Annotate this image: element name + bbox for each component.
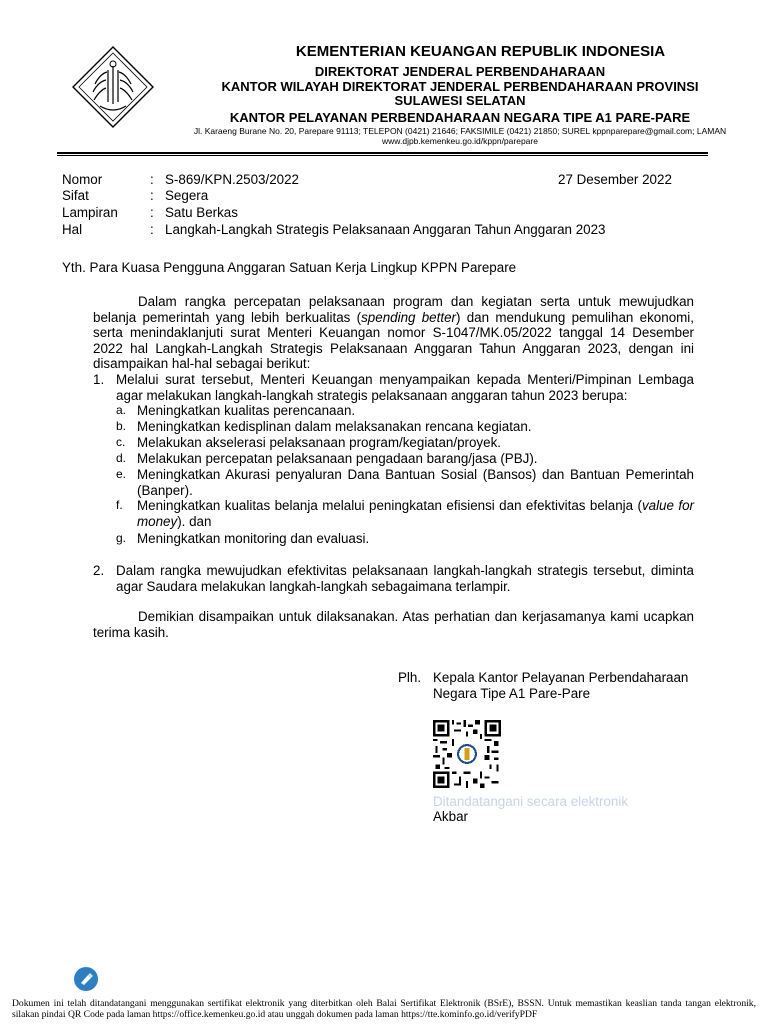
signature-note: Ditandatangani secara elektronik [433,794,629,809]
regional-office: KANTOR WILAYAH DIREKTORAT JENDERAL PERBENDAHARAAN PROVINSI [221,79,699,94]
addressee: Yth. Para Kuasa Pengguna Anggaran Satuan Kerja Lingkup KPPN Parepare [62,260,517,275]
item-e-text: Meningkatkan Akurasi penyaluran Dana Bantuan Sosial (Bansos) dan Bantuan Pemerintah (Banper). [137,467,694,498]
item-a-text: Meningkatkan kualitas perencanaan. [137,403,356,418]
item-a-letter: a. [116,403,127,417]
signature-plh: Plh. [398,670,422,685]
item-c-text: Melakukan akselerasi pelaksanaan program/kegiatan/proyek. [137,435,501,450]
point-1-number: 1. [93,372,105,387]
signatory-name: Akbar [433,809,468,824]
item-f-text [137,498,694,529]
sifat-value: Segera [165,188,209,203]
qr-code-icon[interactable] [433,720,501,788]
directorate-general: DIREKTORAT JENDERAL PERBENDAHARAAN [314,64,606,79]
point-1-text: Melalui surat tersebut, Menteri Keuangan menyampaikan kepada Menteri/Pimpinan Lembaga agar melakukan langkah-langkah strategis pelaksanaan anggaran tahun 2023 berupa: [116,372,694,403]
item-b-letter: b. [116,419,127,433]
bsre-logo-icon [73,966,99,992]
intro-text-1: Dalam rangka percepatan pelaksanaan program dan kegiatan serta untuk mewujudkan belanja pemerintah yang lebih berkualitas ( [93,294,694,325]
item-g-letter: g. [116,531,127,545]
lampiran-label: Lampiran [62,205,118,220]
ministry-name: KEMENTERIAN KEUANGAN REPUBLIK INDONESIA [295,43,666,60]
item-g-text: Meningkatkan monitoring dan evaluasi. [137,531,370,546]
point-2-number: 2. [93,563,105,578]
closing-paragraph [93,609,694,640]
item-d-letter: d. [116,451,127,465]
office-name: KANTOR PELAYANAN PERBENDAHARAAN NEGARA TIPE A1 PARE-PARE [229,110,691,125]
hal-colon: : [150,222,154,237]
e-signature-disclaimer: Dokumen ini telah ditandatangani menggunakan sertifikat elektronik yang diterbitkan oleh Balai Sertifikat Elektronik (BSrE), BSSN. Untuk memastikan keaslian tanda tangan elektronik, silakan pindai QR Code pada laman https://office.kemenkeu.go.id atau unggah dokumen pada laman https://tte.kominfo.go.id/verifyPDF [12,998,756,1020]
office-address: Jl. Karaeng Burane No. 20, Parepare 91113; TELEPON (0421) 21646; FAKSIMILE (0421) 21850; SUREL kppnparepare@gmail.com; LAMAN www.djpb.kemenkeu.go.id/kppn/parepare [193,126,727,146]
item-f-letter: f. [116,498,123,512]
sifat-label: Sifat [62,188,89,203]
ministry-of-finance-emblem-icon [70,44,156,130]
intro-text-2: ) dan mendukung pemulihan ekonomi, serta menindaklanjuti surat Menteri Keuangan nomor S-1047/MK.05/2022 tanggal 14 Desember 2022 hal Langkah-Langkah Strategis Pelaksanaan Anggaran Tahun Anggaran 2023, dengan ini disampaikan hal-hal sebagai berikut: [93,309,694,372]
item-f-italic: value for money [137,498,694,529]
nomor-value: S-869/KPN.2503/2022 [165,172,300,187]
sifat-colon: : [150,188,154,203]
hal-label: Hal [62,222,83,237]
letterhead-divider [57,152,708,154]
item-f-tail: ). dan [177,513,212,529]
letter-date: 27 Desember 2022 [558,172,672,187]
item-c-letter: c. [116,435,126,449]
item-e-letter: e. [116,467,127,481]
province-name: SULAWESI SELATAN [394,93,526,108]
item-d-text: Melakukan percepatan pelaksanaan pengadaan barang/jasa (PBJ). [137,451,538,466]
hal-value: Langkah-Langkah Strategis Pelaksanaan Anggaran Tahun Anggaran 2023 [165,222,606,237]
nomor-colon: : [150,172,154,187]
item-b-text: Meningkatkan kedisplinan dalam melaksanakan rencana kegiatan. [137,419,532,434]
letterhead-divider-thin [57,155,708,156]
lampiran-colon: : [150,205,154,220]
point-2-text: Dalam rangka mewujudkan efektivitas pelaksanaan langkah-langkah strategis tersebut, diminta agar Saudara melakukan langkah-langkah sebagaimana terlampir. [116,563,694,594]
closing-text: Demikian disampaikan untuk dilaksanakan. Atas perhatian dan kerjasamanya kami ucapkan terima kasih. [93,609,694,640]
lampiran-value: Satu Berkas [165,205,238,220]
item-f-text-main: Meningkatkan kualitas belanja melalui peningkatan efisiensi dan efektivitas belanja ( [137,498,642,513]
intro-italic: spending better [361,309,456,325]
nomor-label: Nomor [62,172,103,187]
intro-paragraph [93,294,694,372]
signature-title: Kepala Kantor Pelayanan Perbendaharaan Negara Tipe A1 Pare-Pare [433,670,689,701]
